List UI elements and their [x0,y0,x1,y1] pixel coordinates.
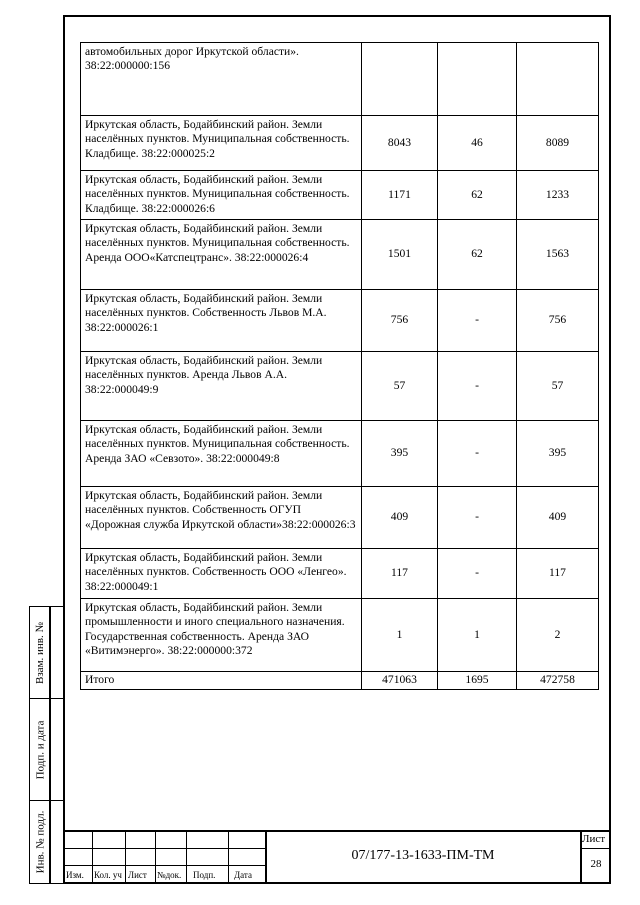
stamp-col-podp: Подп. [193,870,216,880]
row-value-c: 756 [517,290,599,352]
table-row [81,171,599,220]
row-value-b: - [438,290,517,352]
table-row [81,421,599,487]
row-value-b: - [438,352,517,421]
row-description: Иркутская область, Бодайбинский район. Земли населённых пунктов. Муниципальная собственность. Кладбище. 38:22:000026:6 [81,171,362,220]
table-row [81,220,599,290]
table-row [81,487,599,549]
row-value-a: 57 [362,352,438,421]
row-description: Иркутская область, Бодайбинский район. Земли промышленности и иного специального назначения. Государственная собственность. Аренда ЗАО «Витимэнерго». 38:22:000000:372 [81,599,362,672]
row-value-a: 8043 [362,116,438,171]
table-row [81,43,599,116]
stamp-col-line [186,830,187,884]
row-value-b: - [438,421,517,487]
stamp-col-kol: Кол. уч [94,870,122,880]
stamp-col-line [92,830,93,884]
land-table [80,42,599,690]
row-value-a: 1 [362,599,438,672]
total-value-b: 1695 [438,672,517,690]
sheet-label: Лист [582,833,606,845]
row-value-c: 1563 [517,220,599,290]
row-value-c: 57 [517,352,599,421]
total-value-c: 472758 [517,672,599,690]
total-row [81,672,599,690]
stamp-top-line [63,830,611,832]
stamp-col-line [125,830,126,884]
document-code: 07/177-13-1633-ПМ-ТМ [351,848,495,863]
row-value-b: 1 [438,599,517,672]
stamp-col-line [228,830,229,884]
stamp-col-date: Дата [234,870,252,880]
stamp-col-list: Лист [128,870,147,880]
stamp-row-line [63,848,265,849]
table-row [81,599,599,672]
side-label-zam: Взам. инв. № [34,621,46,684]
table-row [81,116,599,171]
row-value-b: 62 [438,171,517,220]
row-value-c: 409 [517,487,599,549]
row-description: Иркутская область, Бодайбинский район. Земли населённых пунктов. Муниципальная собственность. Аренда ООО«Катспецтранс». 38:22:000026:4 [81,220,362,290]
row-value-b: - [438,487,517,549]
table-row [81,352,599,421]
row-value-a: 1171 [362,171,438,220]
row-value-b: - [438,549,517,599]
stamp-col-line [155,830,156,884]
row-description: автомобильных дорог Иркутской области». 38:22:000000:156 [81,43,362,116]
row-value-c: 8089 [517,116,599,171]
sheet-number: 28 [590,858,602,870]
row-value-c: 1233 [517,171,599,220]
stamp-row-line [63,865,265,866]
side-label-inv: Инв. № подл. [34,810,46,874]
row-value-a: 395 [362,421,438,487]
row-description: Иркутская область, Бодайбинский район. Земли населённых пунктов. Муниципальная собственность. Аренда ЗАО «Севзото». 38:22:000049:8 [81,421,362,487]
row-value-a [362,43,438,116]
row-description: Иркутская область, Бодайбинский район. Земли населённых пунктов. Аренда Львов А.А. 38:22:000049:9 [81,352,362,421]
stamp-col-doc: №док. [157,870,182,880]
row-value-b [438,43,517,116]
row-value-b: 62 [438,220,517,290]
side-label-podp: Подп. и дата [34,720,47,779]
table-row [81,549,599,599]
row-value-c [517,43,599,116]
row-value-b: 46 [438,116,517,171]
row-value-a: 1501 [362,220,438,290]
row-value-a: 409 [362,487,438,549]
row-value-c: 117 [517,549,599,599]
row-description: Иркутская область, Бодайбинский район. Земли населённых пунктов. Муниципальная собственность. Кладбище. 38:22:000025:2 [81,116,362,171]
row-value-c: 2 [517,599,599,672]
row-value-c: 395 [517,421,599,487]
stamp-col-izm: Изм. [66,870,84,880]
row-description: Иркутская область, Бодайбинский район. Земли населённых пунктов. Собственность ОГУП «Дорожная служба Иркутской области»38:22:000026:3 [81,487,362,549]
row-value-a: 117 [362,549,438,599]
row-description: Иркутская область, Бодайбинский район. Земли населённых пунктов. Собственность Львов М.А. 38:22:000026:1 [81,290,362,352]
row-value-a: 756 [362,290,438,352]
row-description: Иркутская область, Бодайбинский район. Земли населённых пунктов. Собственность ООО «Ленгео». 38:22:000049:1 [81,549,362,599]
table-row [81,290,599,352]
total-value-a: 471063 [362,672,438,690]
total-label: Итого [81,672,362,690]
stamp-sheet-line [580,848,611,849]
